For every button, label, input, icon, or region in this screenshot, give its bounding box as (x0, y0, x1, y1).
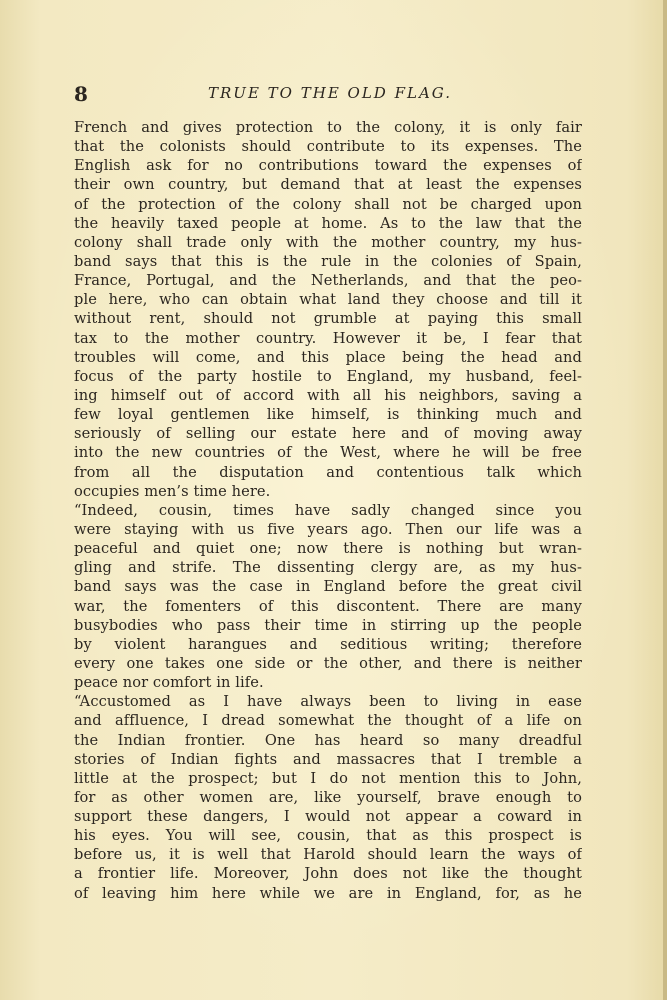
text-line: colony shall trade only with the mother country, my hus- (74, 233, 582, 251)
text-line: tax to the mother country. However it be, I fear that (74, 329, 582, 347)
text-line: that the colonists should contribute to its expenses. The (74, 138, 582, 156)
text-line: were staying with us five years ago. Then our life was a (74, 520, 582, 538)
text-line: war, the fomenters of this discontent. There are many (74, 597, 582, 615)
body-text (74, 118, 582, 903)
text-line: from all the disputation and contentious talk which (74, 463, 582, 481)
text-line: the Indian frontier. One has heard so many dreadful (74, 731, 582, 749)
text-line: occupies men’s time here. (74, 482, 271, 500)
text-line: “Indeed, cousin, times have sadly changed since you (74, 501, 582, 519)
text-line: without rent, should not grumble at paying this small (74, 310, 582, 328)
text-line: peace nor comfort in life. (74, 674, 264, 692)
text-line: band says was the case in England before the great civil (74, 578, 582, 596)
text-line: stories of Indian fights and massacres that I tremble a (74, 750, 582, 768)
text-line: the heavily taxed people at home. As to the law that the (74, 214, 582, 232)
text-line: focus of the party hostile to England, my husband, feel- (74, 367, 582, 385)
text-line: English ask for no contributions toward the expenses of (74, 157, 582, 175)
text-line: a frontier life. Moreover, John does not like the thought (74, 865, 582, 883)
text-line: peaceful and quiet one; now there is nothing but wran- (74, 540, 582, 558)
text-line: ing himself out of accord with all his neighbors, saving a (74, 386, 582, 404)
text-line: France, Portugal, and the Netherlands, and that the peo- (74, 272, 582, 290)
text-line: by violent harangues and seditious writing; therefore (74, 635, 582, 653)
text-line: ple here, who can obtain what land they choose and till it (74, 291, 582, 309)
page-header (74, 82, 588, 106)
page-edge-shadow (663, 0, 667, 1000)
text-line: of leaving him here while we are in England, for, as he (74, 884, 582, 902)
running-title: TRUE TO THE OLD FLAG. (208, 84, 453, 102)
text-line: busybodies who pass their time in stirring up the people (74, 616, 582, 634)
text-line: gling and strife. The dissenting clergy are, as my hus- (74, 559, 582, 577)
text-line: few loyal gentlemen like himself, is thinking much and (74, 406, 582, 424)
text-line: troubles will come, and this place being the head and (74, 348, 582, 366)
page-number: 8 (74, 82, 89, 106)
text-line: “Accustomed as I have always been to living in ease (74, 693, 582, 711)
text-line: and affluence, I dread somewhat the thought of a life on (74, 712, 582, 730)
text-line: little at the prospect; but I do not mention this to John, (74, 769, 582, 787)
text-line: band says that this is the rule in the colonies of Spain, (74, 252, 582, 270)
text-line: of the protection of the colony shall not be charged upon (74, 195, 582, 213)
text-line: before us, it is well that Harold should learn the ways of (74, 846, 582, 864)
text-line: seriously of selling our estate here and of moving away (74, 425, 582, 443)
text-line: for as other women are, like yourself, brave enough to (74, 788, 582, 806)
text-line: his eyes. You will see, cousin, that as this prospect is (74, 827, 582, 845)
text-line: into the new countries of the West, where he will be free (74, 444, 582, 462)
text-line: French and gives protection to the colony, it is only fair (74, 119, 582, 136)
text-line: their own country, but demand that at least the expenses (74, 176, 582, 194)
text-line: support these dangers, I would not appear a coward in (74, 808, 582, 826)
text-line: every one takes one side or the other, and there is neither (74, 654, 582, 672)
